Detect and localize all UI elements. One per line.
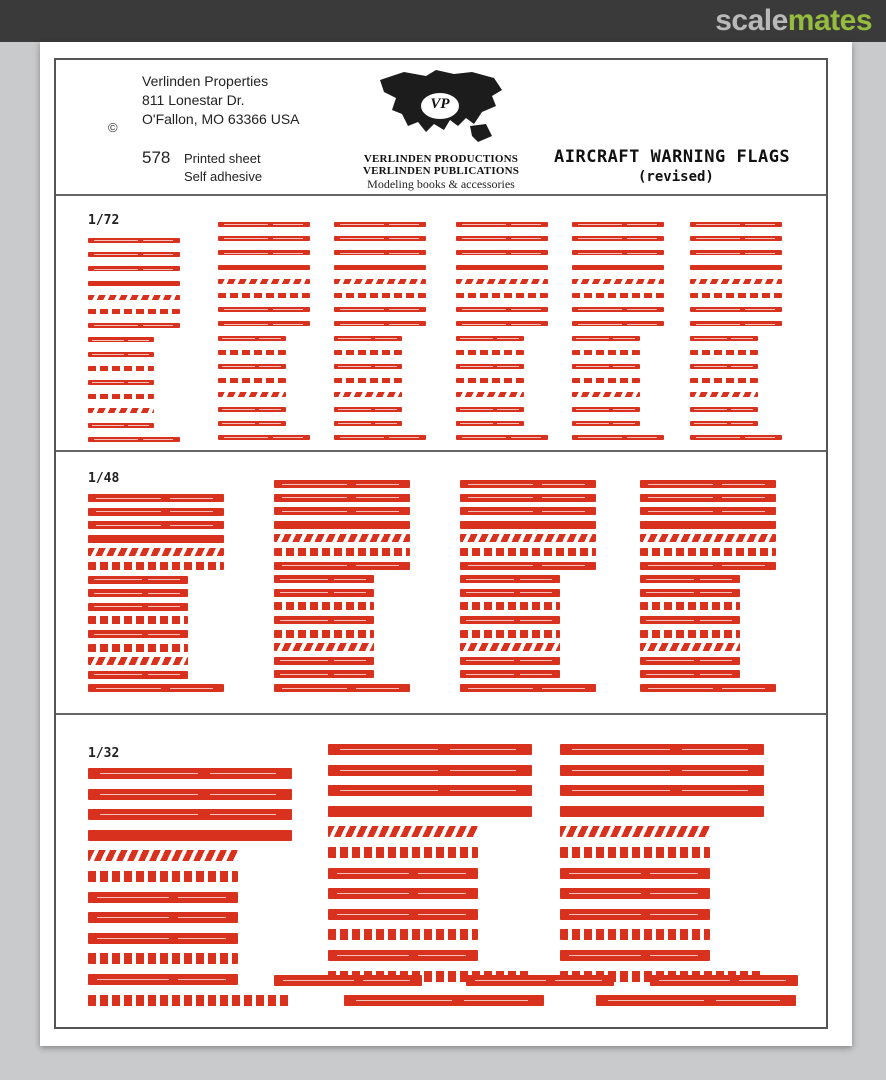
decal-strip-48-text	[460, 616, 560, 624]
decal-strip-48-text	[88, 630, 188, 638]
decal-strip-72-hatch	[218, 392, 286, 397]
decal-strip-72-blocks	[88, 309, 180, 314]
decal-strip-72-blocks	[572, 293, 664, 298]
decal-strip-72-text	[572, 336, 640, 341]
decal-strip-48-hatch	[640, 643, 740, 651]
decal-strip-72-blocks	[88, 366, 154, 371]
decal-strip-72-blocks	[572, 350, 640, 355]
decal-strip-48-text	[274, 684, 410, 692]
decal-strip-72-hatch	[334, 279, 426, 284]
decal-strip-72-text	[690, 321, 782, 326]
address-line-1: Verlinden Properties	[142, 73, 269, 89]
decal-strip-72-blocks	[334, 293, 426, 298]
decal-strip-48-hatch	[274, 534, 410, 542]
decal-strip-72-text	[456, 236, 548, 241]
address-line-2: 811 Lonestar Dr.	[142, 92, 245, 108]
decal-strip-72-blocks	[334, 378, 402, 383]
decal-strip-72-hatch	[88, 295, 180, 300]
decal-strip-32-bottom	[466, 975, 614, 986]
decal-strip-32-blocks	[88, 871, 238, 882]
decal-strip-72-text	[572, 407, 640, 412]
decal-strip-32-solid	[88, 830, 292, 841]
decal-strip-32-text	[88, 912, 238, 923]
decal-strip-72-text	[572, 421, 640, 426]
decal-strip-72-text	[456, 222, 548, 227]
decal-strip-72-text	[88, 337, 154, 342]
decal-strip-72-text	[690, 421, 758, 426]
decal-strip-48-blocks	[274, 548, 410, 556]
decal-strip-72-text	[456, 336, 524, 341]
decal-strip-72-text	[334, 250, 426, 255]
scale-label-1-72: 1/72	[88, 213, 120, 228]
company-tagline: Modeling books & accessories	[367, 177, 515, 191]
decal-strip-72-text	[88, 437, 180, 442]
decal-strip-72-text	[88, 323, 180, 328]
decal-strip-48-hatch	[640, 534, 776, 542]
decal-strip-72-text	[334, 222, 426, 227]
watermark-part-scale: scale	[715, 4, 788, 37]
company-line-1: VERLINDEN PRODUCTIONS	[363, 153, 519, 165]
scalemates-watermark[interactable]	[715, 4, 872, 38]
decal-strip-48-blocks	[640, 602, 740, 610]
decal-strip-32-hatch	[560, 826, 710, 837]
decal-strip-72-solid	[456, 265, 548, 270]
decal-strip-72-blocks	[690, 350, 758, 355]
decal-strip-72-blocks	[690, 378, 758, 383]
decal-strip-72-hatch	[88, 408, 154, 413]
sheet-title: AIRCRAFT WARNING FLAGS	[554, 147, 791, 167]
decal-strip-48-text	[640, 575, 740, 583]
company-line-2: VERLINDEN PUBLICATIONS	[362, 165, 520, 177]
decal-strip-32-blocks	[88, 953, 238, 964]
decal-strip-72-text	[572, 250, 664, 255]
decal-strip-48-blocks	[88, 644, 188, 652]
decal-strip-32-text	[88, 974, 238, 985]
divider-72-48	[56, 450, 826, 452]
divider-48-32	[56, 713, 826, 715]
decal-strip-48-text	[274, 480, 410, 488]
decal-strip-72-hatch	[456, 392, 524, 397]
decal-strip-48-text	[640, 616, 740, 624]
decal-strip-48-text	[274, 589, 374, 597]
decal-strip-72-text	[456, 321, 548, 326]
decal-strip-72-text	[218, 307, 310, 312]
decal-strip-48-text	[274, 670, 374, 678]
decal-strip-72-text	[690, 435, 782, 440]
decal-strip-32-hatch	[328, 826, 478, 837]
decal-strip-72-text	[334, 336, 402, 341]
decal-strip-32-text	[560, 888, 710, 899]
decal-strip-48-text	[88, 671, 188, 679]
decal-strip-48-solid	[460, 521, 596, 529]
decal-strip-48-text	[274, 575, 374, 583]
sheet-subtitle: (revised)	[638, 169, 714, 185]
decal-strip-32-text	[88, 768, 292, 779]
decal-strip-72-blocks	[690, 293, 782, 298]
vp-monogram: VP	[430, 96, 450, 112]
decal-strip-32-hatch	[88, 850, 238, 861]
decal-strip-48-text	[460, 684, 596, 692]
globe-vp-logo	[374, 66, 508, 148]
sheet-info-line-1: Printed sheet	[184, 151, 261, 166]
decal-strip-72-text	[456, 364, 524, 369]
decal-strip-48-text	[640, 657, 740, 665]
decal-strip-32-blocks	[328, 847, 478, 858]
decal-strip-48-hatch	[88, 657, 188, 665]
decal-strip-72-text	[690, 364, 758, 369]
address-block	[142, 72, 300, 129]
decal-strip-32-bottom	[650, 975, 798, 986]
decal-strip-48-text	[88, 508, 224, 516]
decal-strip-32-blocks	[328, 929, 478, 940]
decal-strip-32-solid	[328, 806, 532, 817]
decal-strip-72-text	[334, 364, 402, 369]
decal-strip-72-text	[690, 336, 758, 341]
sheet-info	[184, 150, 262, 186]
decal-strip-48-text	[640, 670, 740, 678]
decal-strip-48-hatch	[88, 548, 224, 556]
sheet-info-line-2: Self adhesive	[184, 169, 263, 184]
sheet-frame	[54, 58, 828, 1029]
decal-strip-32-bottom	[274, 975, 422, 986]
decal-strip-48-text	[460, 589, 560, 597]
decal-strip-48-text	[460, 575, 560, 583]
decal-strip-72-text	[572, 435, 664, 440]
decal-strip-72-text	[88, 352, 154, 357]
decal-strip-72-text	[218, 336, 286, 341]
decal-strip-32-text	[328, 744, 532, 755]
watermark-part-mates: mates	[787, 4, 872, 37]
decal-strip-72-text	[218, 407, 286, 412]
decal-strip-48-text	[460, 507, 596, 515]
decal-strip-32-bottom	[596, 995, 796, 1006]
decal-strip-72-hatch	[690, 279, 782, 284]
decal-strip-48-blocks	[88, 616, 188, 624]
scale-label-1-32: 1/32	[88, 746, 120, 761]
decal-strip-72-blocks	[456, 378, 524, 383]
decal-strip-48-blocks	[460, 602, 560, 610]
decal-strip-32-text	[328, 765, 532, 776]
decal-strip-48-blocks	[274, 602, 374, 610]
decal-strip-48-solid	[274, 521, 410, 529]
decal-strip-48-text	[274, 507, 410, 515]
decal-strip-48-text	[640, 589, 740, 597]
decal-strip-32-bottom	[344, 995, 544, 1006]
decal-strip-72-blocks	[572, 378, 640, 383]
decal-strip-48-text	[88, 684, 224, 692]
decal-strip-32-solid	[560, 806, 764, 817]
decal-strip-72-blocks	[88, 394, 154, 399]
decal-strip-72-blocks	[218, 378, 286, 383]
decal-strip-72-solid	[218, 265, 310, 270]
decal-strip-32-text	[88, 933, 238, 944]
decal-strip-72-text	[572, 364, 640, 369]
decal-strip-72-text	[690, 407, 758, 412]
decal-strip-48-blocks	[640, 548, 776, 556]
decal-strip-72-text	[690, 222, 782, 227]
divider-header	[56, 194, 826, 196]
decal-strip-32-blocks	[88, 995, 292, 1006]
decal-strip-72-hatch	[456, 279, 548, 284]
decal-strip-72-text	[218, 321, 310, 326]
decal-strip-48-text	[88, 603, 188, 611]
decal-sheet	[40, 42, 852, 1046]
scale-label-1-48: 1/48	[88, 471, 120, 486]
decal-strip-72-text	[334, 421, 402, 426]
decal-strip-72-text	[88, 380, 154, 385]
decal-strip-48-solid	[640, 521, 776, 529]
decal-strip-32-text	[560, 744, 764, 755]
decal-strip-48-text	[640, 507, 776, 515]
decal-strip-72-text	[88, 423, 154, 428]
decal-strip-48-text	[640, 562, 776, 570]
decal-strip-72-text	[690, 250, 782, 255]
decal-strip-72-text	[456, 307, 548, 312]
decal-strip-32-text	[560, 765, 764, 776]
decal-strip-72-text	[572, 321, 664, 326]
decal-strip-72-hatch	[690, 392, 758, 397]
decal-strip-48-text	[88, 494, 224, 502]
decal-strip-32-text	[88, 809, 292, 820]
decal-strip-32-text	[328, 909, 478, 920]
decal-strip-72-text	[88, 238, 180, 243]
decal-strip-48-blocks	[274, 630, 374, 638]
decal-strip-48-hatch	[460, 643, 560, 651]
decal-strip-72-solid	[572, 265, 664, 270]
address-line-3: O'Fallon, MO 63366 USA	[142, 111, 300, 127]
catalog-number: 578	[142, 148, 171, 167]
decal-strip-72-blocks	[218, 350, 286, 355]
decal-strip-32-text	[88, 789, 292, 800]
decal-strip-32-blocks	[560, 929, 710, 940]
decal-strip-32-text	[560, 868, 710, 879]
watermark-bar	[0, 0, 886, 42]
decal-strip-72-solid	[690, 265, 782, 270]
decal-strip-48-text	[460, 670, 560, 678]
decal-strip-72-text	[218, 421, 286, 426]
decal-strip-48-text	[460, 562, 596, 570]
decal-strip-32-text	[328, 950, 478, 961]
decal-strip-72-blocks	[334, 350, 402, 355]
decal-strip-48-text	[640, 684, 776, 692]
decal-strip-48-text	[640, 480, 776, 488]
decal-strip-72-solid	[88, 281, 180, 286]
decal-strip-48-text	[88, 589, 188, 597]
decal-strip-48-blocks	[460, 630, 560, 638]
decal-strip-72-hatch	[334, 392, 402, 397]
decal-strip-48-text	[274, 494, 410, 502]
copyright-symbol: ©	[108, 120, 118, 135]
decal-strip-32-text	[328, 868, 478, 879]
decal-strip-72-hatch	[572, 279, 664, 284]
company-name	[352, 153, 530, 177]
decal-strip-32-text	[560, 950, 710, 961]
decal-strip-72-text	[456, 435, 548, 440]
decal-strip-48-text	[460, 480, 596, 488]
decal-strip-72-blocks	[456, 350, 524, 355]
decal-strip-48-text	[274, 562, 410, 570]
decal-strip-72-text	[572, 307, 664, 312]
decal-strip-72-text	[88, 266, 180, 271]
decal-strip-32-text	[328, 785, 532, 796]
decal-strip-72-hatch	[572, 392, 640, 397]
decal-strip-72-text	[334, 321, 426, 326]
decal-strip-48-text	[460, 494, 596, 502]
decal-strip-72-text	[88, 252, 180, 257]
decal-strip-72-hatch	[218, 279, 310, 284]
decal-strip-72-blocks	[218, 293, 310, 298]
decal-strip-72-text	[334, 435, 426, 440]
decal-strip-48-blocks	[640, 630, 740, 638]
decal-strip-48-hatch	[460, 534, 596, 542]
decal-strip-72-solid	[334, 265, 426, 270]
logo-small-tagline: the scale of art	[420, 132, 468, 141]
decal-strip-48-blocks	[88, 562, 224, 570]
decal-strip-72-text	[572, 236, 664, 241]
decal-strip-72-text	[218, 222, 310, 227]
decal-strip-72-text	[690, 236, 782, 241]
decal-strip-72-text	[334, 307, 426, 312]
decal-strip-48-text	[274, 657, 374, 665]
decal-strip-72-text	[456, 407, 524, 412]
decal-strip-32-text	[328, 888, 478, 899]
decal-strip-72-text	[572, 222, 664, 227]
decal-strip-72-text	[218, 364, 286, 369]
decal-strip-72-text	[334, 236, 426, 241]
decal-strip-32-text	[560, 909, 710, 920]
decal-strip-72-text	[218, 250, 310, 255]
decal-strip-48-text	[88, 521, 224, 529]
decal-strip-48-hatch	[274, 643, 374, 651]
decal-strip-72-blocks	[456, 293, 548, 298]
decal-strip-72-text	[218, 236, 310, 241]
decal-strip-48-solid	[88, 535, 224, 543]
decal-strip-48-text	[274, 616, 374, 624]
decal-strip-48-text	[88, 576, 188, 584]
decal-strip-72-text	[218, 435, 310, 440]
decal-strip-72-text	[334, 407, 402, 412]
decal-strip-32-text	[88, 892, 238, 903]
decal-strip-32-blocks	[560, 847, 710, 858]
decal-strip-72-text	[690, 307, 782, 312]
decal-strip-48-blocks	[460, 548, 596, 556]
decal-strip-72-text	[456, 421, 524, 426]
decal-strip-72-text	[456, 250, 548, 255]
decal-strip-48-text	[640, 494, 776, 502]
decal-strip-48-text	[460, 657, 560, 665]
decal-strip-32-text	[560, 785, 764, 796]
